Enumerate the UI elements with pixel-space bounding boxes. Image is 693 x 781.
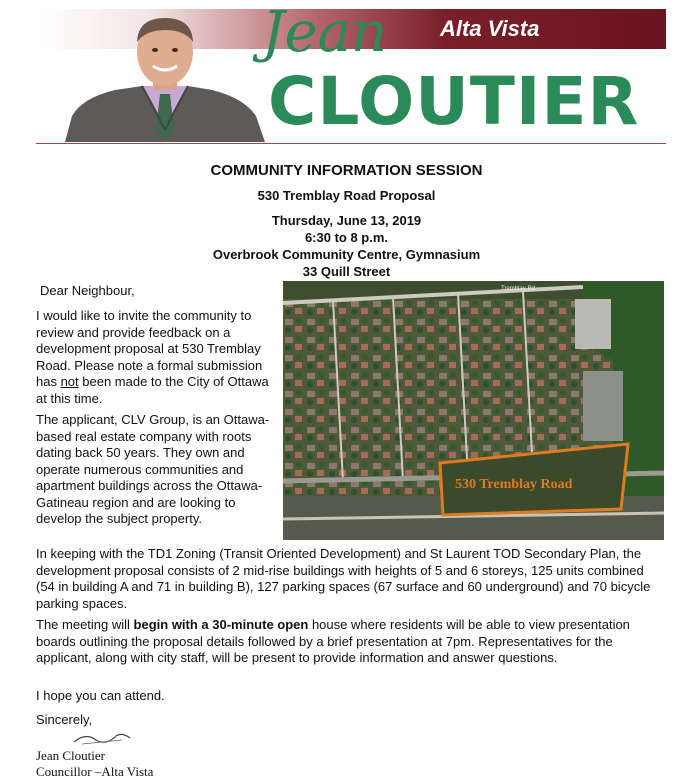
intro-paragraph (36, 308, 276, 407)
event-address: 33 Quill Street (302, 264, 391, 279)
aerial-map (283, 281, 664, 540)
map-street-label: Tremblay Rd (501, 286, 536, 292)
handwritten-signature (72, 728, 132, 748)
signature-name: Jean Cloutier (36, 748, 105, 763)
signature-role: Councillor –Alta Vista (36, 764, 154, 779)
intro-emphasis: not (60, 374, 79, 389)
header-divider (36, 143, 666, 144)
applicant-paragraph: The applicant, CLV Group, is an Ottawa-based real estate company with roots dating back 50 years. They own and operate numerous communities and apartment buildings across the Ottawa-Gatineau region and are looking to develop the subject property. (36, 412, 270, 526)
page-title: COMMUNITY INFORMATION SESSION (210, 162, 483, 179)
event-date: Thursday, June 13, 2019 (271, 213, 422, 228)
ward-name: Alta Vista (440, 16, 540, 41)
sign-off: Sincerely, (36, 712, 93, 727)
intro-text-end: been made to the City of Ottawa at this time. (36, 374, 269, 406)
salutation: Dear Neighbour, (40, 283, 135, 298)
event-details (0, 212, 693, 280)
meeting-text-end: house where residents will be able to view presentation boards outlining the proposal details followed by a brief presentation at 7pm. Representatives for the applicant, along with city staff, will be present to provide information and answer questions. (36, 617, 630, 665)
proposal-paragraph: In keeping with the TD1 Zoning (Transit Oriented Development) and St Laurent TOD Secondary Plan, the development proposal consists of 2 mid-rise buildings with heights of 5 and 6 storeys, 125 units combined (54 in building A and 71 in building B), 127 parking spaces (67 surface and 60 underground) and 70 bicycle parking spaces. (36, 546, 651, 611)
closing-line: I hope you can attend. (36, 688, 165, 703)
meeting-text: The meeting will (36, 617, 134, 632)
event-time: 6:30 to 8 p.m. (304, 230, 389, 245)
councillor-portrait (60, 12, 270, 142)
first-name-script: Jean (262, 0, 388, 65)
event-venue: Overbrook Community Centre, Gymnasium (212, 247, 481, 262)
last-name-heading: CLOUTIER (268, 63, 640, 140)
meeting-paragraph (36, 617, 666, 667)
map-site-label: 530 Tremblay Road (455, 477, 573, 492)
intro-text: I would like to invite the community to review and provide feedback on a development proposal at 530 Tremblay Road. Please note a formal submission has (36, 308, 263, 389)
meeting-emphasis: begin with a 30-minute open (133, 617, 309, 632)
page-subtitle: 530 Tremblay Road Proposal (257, 188, 436, 203)
